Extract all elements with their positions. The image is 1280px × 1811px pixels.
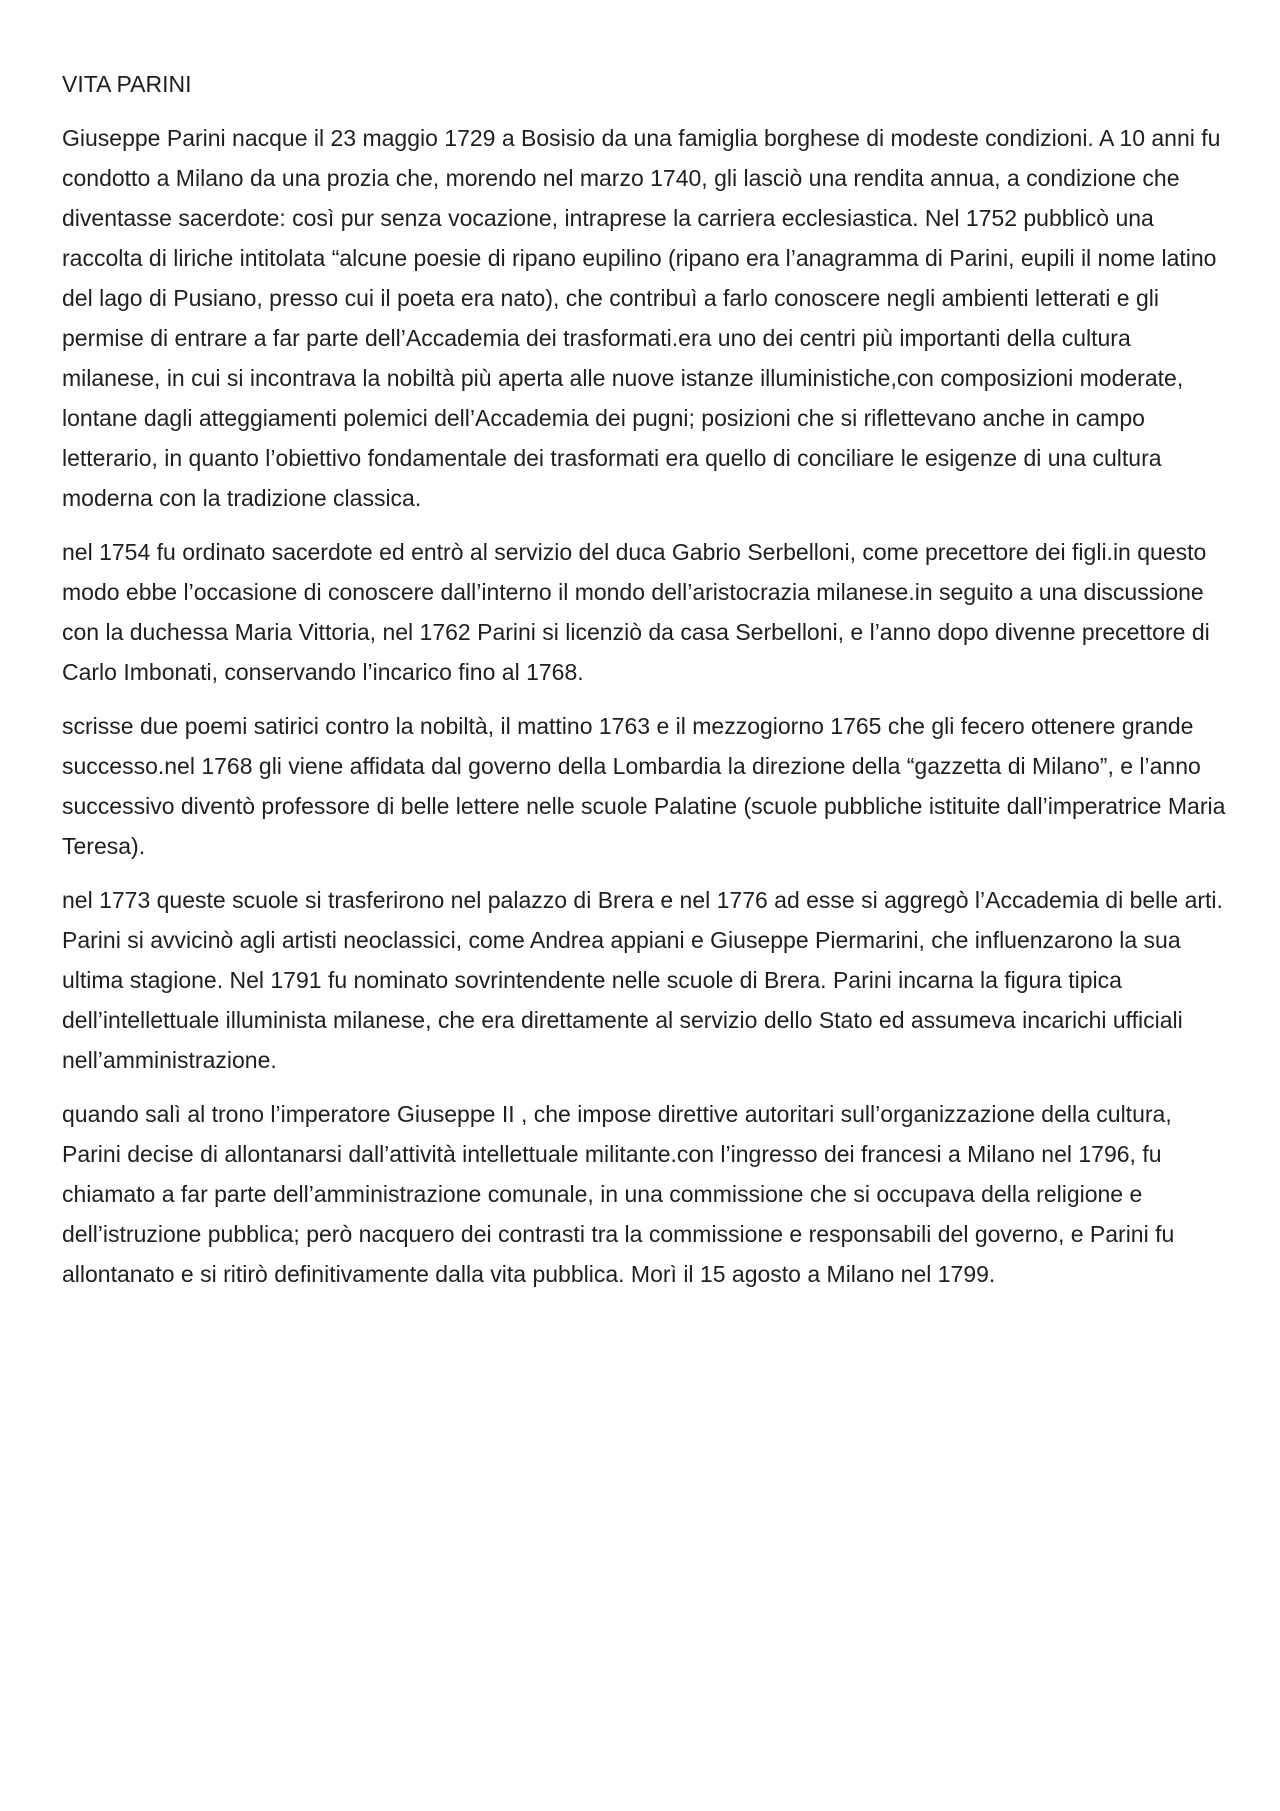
paragraph-later-life: quando salì al trono l’imperatore Giuseppe II , che impose direttive autoritari sull’organizzazione della cultura, Parini decise di allontanarsi dall’attività intellettuale militante.con l’ingresso dei francesi a Milano nel 1796, fu chiamato a far parte dell’amministrazione comunale, in una commissione che si occupava della religione e dell’istruzione pubblica; però nacquero dei contrasti tra la commissione e responsabili del governo, e Parini fu allontanato e si ritirò definitivamente dalla vita pubblica. Morì il 15 agosto a Milano nel 1799. [62, 1101, 1175, 1287]
paragraph-brera: nel 1773 queste scuole si trasferirono nel palazzo di Brera e nel 1776 ad esse si aggregò l’Accademia di belle arti. Parini si avvicinò agli artisti neoclassici, come Andrea appiani e Giuseppe Piermarini, che influenzarono la sua ultima stagione. Nel 1791 fu nominato sovrintendente nelle scuole di Brera. Parini incarna la figura tipica dell’intellettuale illuminista milanese, che era direttamente al servizio dello Stato ed assumeva incarichi ufficiali nell’amministrazione. [62, 887, 1223, 1073]
document-title: VITA PARINI [62, 71, 192, 97]
paragraph-satirical-poems: scrisse due poemi satirici contro la nobiltà, il mattino 1763 e il mezzogiorno 1765 che gli fecero ottenere grande successo.nel 1768 gli viene affidata dal governo della Lombardia la direzione della “gazzetta di Milano”, e l’anno successivo diventò professore di belle lettere nelle scuole Palatine (scuole pubbliche istituite dall’imperatrice Maria Teresa). [62, 713, 1226, 859]
paragraph-serbelloni: nel 1754 fu ordinato sacerdote ed entrò al servizio del duca Gabrio Serbelloni, come precettore dei figli.in questo modo ebbe l’occasione di conoscere dall’interno il mondo dell’aristocrazia milanese.in seguito a una discussione con la duchessa Maria Vittoria, nel 1762 Parini si licenziò da casa Serbelloni, e l’anno dopo divenne precettore di Carlo Imbonati, conservando l’incarico fino al 1768. [62, 539, 1210, 685]
paragraph-birth-and-youth: Giuseppe Parini nacque il 23 maggio 1729 a Bosisio da una famiglia borghese di modeste condizioni. A 10 anni fu condotto a Milano da una prozia che, morendo nel marzo 1740, gli lasciò una rendita annua, a condizione che diventasse sacerdote: così pur senza vocazione, intraprese la carriera ecclesiastica. Nel 1752 pubblicò una raccolta di liriche intitolata “alcune poesie di ripano eupilino (ripano era l’anagramma di Parini, eupili il nome latino del lago di Pusiano, presso cui il poeta era nato), che contribuì a farlo conoscere negli ambienti letterati e gli permise di entrare a far parte dell’Accademia dei trasformati.era uno dei centri più importanti della cultura milanese, in cui si incontrava la nobiltà più aperta alle nuove istanze illuministiche,con composizioni moderate, lontane dagli atteggiamenti polemici dell’Accademia dei pugni; posizioni che si riflettevano anche in campo letterario, in quanto l’obiettivo fondamentale dei trasformati era quello di conciliare le esigenze di una cultura moderna con la tradizione classica. [62, 125, 1221, 511]
document-page [62, 64, 1232, 1308]
